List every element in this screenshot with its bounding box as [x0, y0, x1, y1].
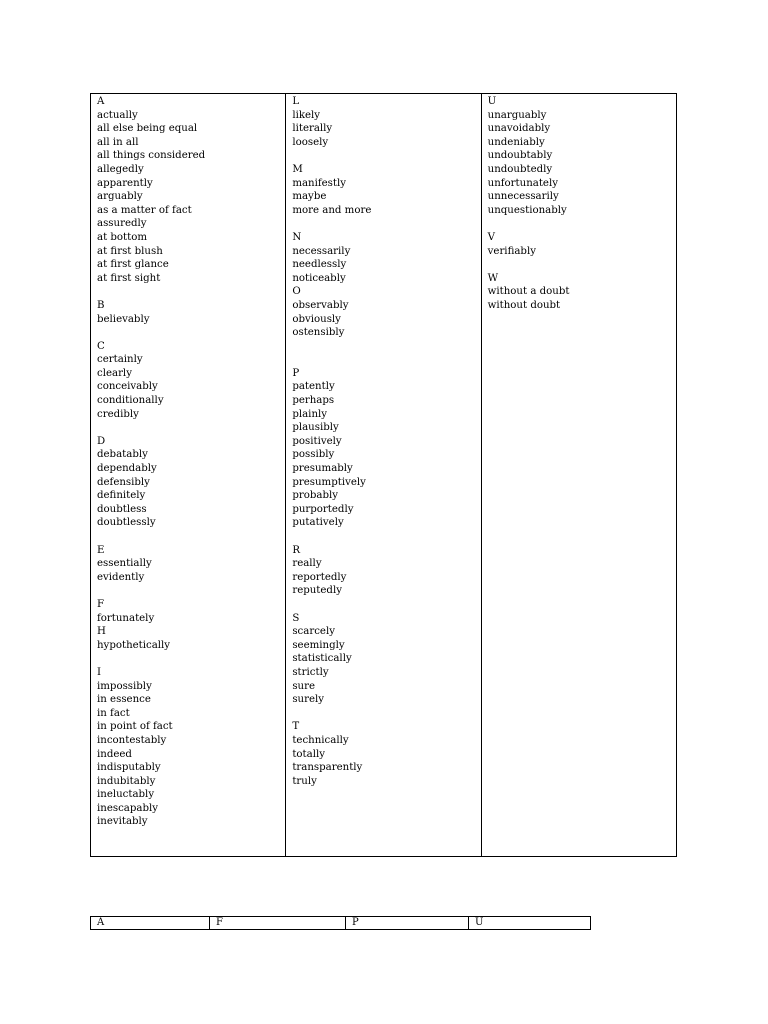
word-item: more and more — [292, 204, 372, 216]
word-item: literally — [292, 123, 333, 135]
word-item: unnecessarily — [487, 191, 559, 203]
letter-index-table — [90, 916, 591, 930]
letter-heading: I — [97, 666, 102, 678]
word-item: necessarily — [292, 245, 351, 257]
word-item: putatively — [292, 517, 344, 529]
column-1 — [91, 94, 285, 856]
letter-heading: V — [487, 231, 496, 243]
word-item: credibly — [97, 408, 139, 420]
word-item: scarcely — [292, 626, 335, 638]
word-item: doubtless — [97, 503, 147, 515]
word-item: presumptively — [292, 476, 366, 488]
word-item: essentially — [97, 558, 152, 570]
word-item: surely — [292, 694, 325, 706]
word-item: at first blush — [97, 245, 163, 257]
letter-heading: U — [487, 96, 497, 107]
word-item: at first sight — [97, 272, 161, 284]
word-item: undeniably — [487, 136, 545, 148]
word-item: needlessly — [292, 259, 347, 271]
letter-heading: D — [97, 435, 106, 447]
letter-heading: C — [97, 340, 105, 352]
index-cell: P — [345, 917, 468, 929]
word-item: presumably — [292, 463, 353, 475]
word-item: seemingly — [292, 639, 345, 651]
word-item: observably — [292, 299, 349, 311]
word-item: technically — [292, 734, 349, 746]
word-item: as a matter of fact — [97, 204, 192, 216]
index-cell: F — [209, 917, 345, 929]
word-item: arguably — [97, 191, 143, 203]
word-item: undoubtedly — [487, 163, 553, 175]
word-item: plausibly — [292, 422, 339, 434]
letter-heading: A — [97, 96, 105, 107]
letter-heading: F — [97, 598, 105, 610]
word-item: likely — [292, 109, 321, 121]
letter-heading: M — [292, 163, 303, 175]
word-item: clearly — [97, 367, 132, 379]
word-item: noticeably — [292, 272, 346, 284]
word-item: obviously — [292, 313, 341, 325]
word-item: without doubt — [487, 299, 561, 311]
word-item: unfortunately — [487, 177, 558, 189]
word-item: assuredly — [97, 218, 147, 230]
word-item: undoubtably — [487, 150, 553, 162]
word-item: definitely — [97, 490, 146, 502]
word-item: verifiably — [487, 245, 536, 257]
word-item: unarguably — [487, 109, 547, 121]
word-item: sure — [292, 680, 316, 692]
word-item: patently — [292, 381, 335, 393]
word-item: loosely — [292, 136, 329, 148]
word-item: impossibly — [97, 680, 152, 692]
word-item: transparently — [292, 762, 363, 774]
word-item: manifestly — [292, 177, 347, 189]
word-item: indubitably — [97, 775, 156, 787]
word-item: truly — [292, 775, 317, 787]
word-item: really — [292, 558, 322, 570]
word-item: plainly — [292, 408, 328, 420]
letter-heading: P — [292, 367, 300, 379]
word-item: inevitably — [97, 816, 148, 828]
word-item: possibly — [292, 449, 335, 461]
letter-heading: B — [97, 299, 105, 311]
column-2 — [285, 94, 480, 856]
word-item: fortunately — [97, 612, 155, 624]
word-item: positively — [292, 435, 342, 447]
index-cell: A — [97, 917, 105, 928]
word-item: perhaps — [292, 395, 335, 407]
word-item: reputedly — [292, 585, 342, 597]
word-item: debatably — [97, 449, 148, 461]
word-item: probably — [292, 490, 338, 502]
word-item: reportedly — [292, 571, 347, 583]
word-item: actually — [97, 109, 138, 121]
word-item: all things considered — [97, 150, 206, 162]
letter-heading: O — [292, 286, 301, 298]
letter-heading: E — [97, 544, 105, 556]
word-item: strictly — [292, 666, 329, 678]
index-cell: U — [468, 917, 590, 929]
word-item: all in all — [97, 136, 139, 148]
word-item: believably — [97, 313, 150, 325]
word-item: apparently — [97, 177, 153, 189]
letter-heading: N — [292, 231, 302, 243]
letter-heading: L — [292, 96, 300, 107]
word-item: defensibly — [97, 476, 150, 488]
word-item: dependably — [97, 463, 157, 475]
word-item: indisputably — [97, 762, 161, 774]
letter-heading: R — [292, 544, 300, 556]
word-item: incontestably — [97, 734, 167, 746]
word-item: without a doubt — [487, 286, 570, 298]
word-item: all else being equal — [97, 123, 198, 135]
word-item: allegedly — [97, 163, 144, 175]
word-item: at first glance — [97, 259, 169, 271]
letter-heading: T — [292, 721, 300, 733]
word-item: totally — [292, 748, 325, 760]
word-item: maybe — [292, 191, 327, 203]
word-item: conceivably — [97, 381, 158, 393]
word-item: at bottom — [97, 231, 148, 243]
word-item: purportedly — [292, 503, 354, 515]
letter-heading: H — [97, 626, 106, 638]
word-item: in point of fact — [97, 721, 173, 733]
word-item: indeed — [97, 748, 132, 760]
word-list-table — [90, 93, 677, 857]
word-item: inescapably — [97, 802, 158, 814]
word-item: conditionally — [97, 395, 164, 407]
word-item: ostensibly — [292, 327, 345, 339]
word-item: doubtlessly — [97, 517, 156, 529]
column-3 — [481, 94, 676, 856]
word-item: hypothetically — [97, 639, 171, 651]
word-item: unavoidably — [487, 123, 551, 135]
letter-heading: S — [292, 612, 300, 624]
word-item: unquestionably — [487, 204, 567, 216]
word-item: in fact — [97, 707, 130, 719]
word-item: ineluctably — [97, 789, 155, 801]
word-item: in essence — [97, 694, 151, 706]
word-item: evidently — [97, 571, 145, 583]
word-item: certainly — [97, 354, 143, 366]
word-item: statistically — [292, 653, 352, 665]
letter-heading: W — [487, 272, 499, 284]
